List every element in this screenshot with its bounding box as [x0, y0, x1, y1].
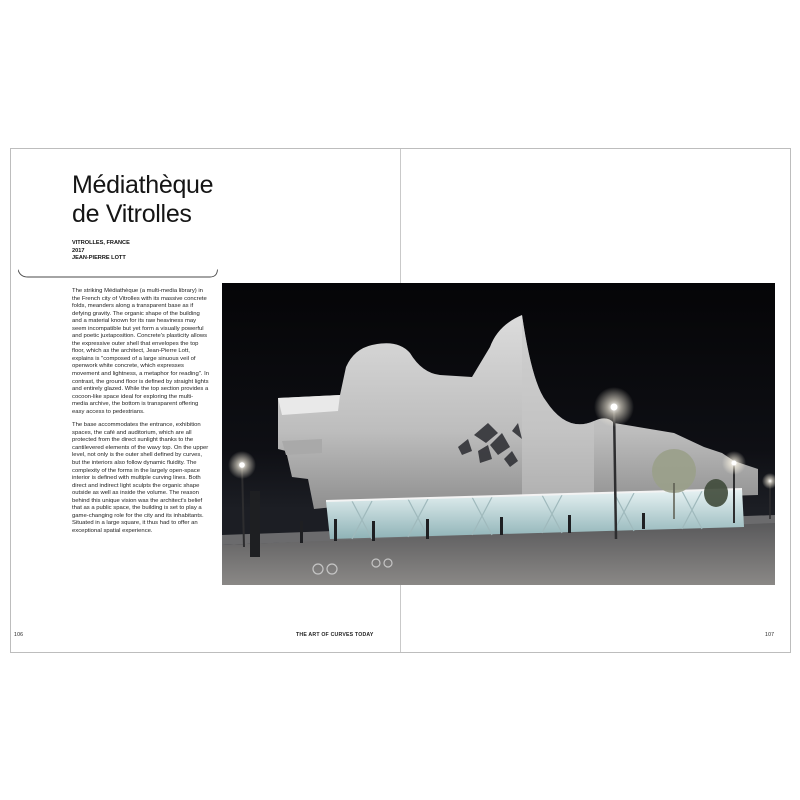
- title-line-2: de Vitrolles: [72, 200, 192, 228]
- foreground-pillar: [250, 491, 260, 557]
- meta-architect: JEAN-PIERRE LOTT: [72, 255, 126, 262]
- meta-location: VITROLLES, FRANCE: [72, 240, 130, 246]
- tree-far-right: [704, 479, 728, 507]
- project-meta: [72, 240, 232, 263]
- page-number-left: 106: [14, 632, 24, 638]
- article-title: [72, 171, 312, 229]
- building-photo: [222, 283, 775, 585]
- cantilever-lower: [282, 439, 322, 455]
- body-paragraph-1: The striking Médiathèque (a multi-media library) in the French city of Vitrolles with its massive concrete folds, meanders along a transparent base as if defying gravity. The organic shape of the building and a material known for its raw heaviness may seem incompatible but yet form a visually powerful and poetic juxtaposition. Concrete's plasticity allows the expressive outer shell that envelopes the top floor, which as the architect, Jean-Pierre Lott, explains is "composed of a large sinuous veil of openwork white concrete, which expresses movement and lightness, a metaphor for reading". In contrast, the ground floor is defined by straight lights and entirely glazed. While the top section provides a cocoon-like space ideal for exploring the multi-media archive, the bottom is transparent offering easy access to pedestrians.: [72, 288, 209, 415]
- article-body: [72, 288, 209, 542]
- curved-divider-rule: [18, 269, 218, 278]
- book-spread: [10, 148, 791, 653]
- meta-year: 2017: [72, 247, 85, 254]
- building-photo-illustration: [222, 283, 775, 585]
- running-head: THE ART OF CURVES TODAY: [296, 632, 374, 638]
- body-paragraph-2: The base accommodates the entrance, exhibition spaces, the café and auditorium, which are all protected from the direct sunlight thanks to the cantilevered elements of the wavy top. On the upper level, not only is the outer shell defined by curves, but the interiors also follow dynamic fluidity. The complexity of the forms in the largely open-space interior is defined with multiple curving lines. Both direct and indirect light sculpts the organic shape outside as well as inside the volume. The reason behind this unique vision was the architect's belief that as a public space, the building is set to play a game-changing role for the city and its inhabitants. Situated in a large square, it thus had to offer an exceptional spatial experience.: [72, 422, 209, 534]
- title-line-1: Médiathèque: [72, 171, 214, 199]
- page-number-right: 107: [765, 632, 775, 638]
